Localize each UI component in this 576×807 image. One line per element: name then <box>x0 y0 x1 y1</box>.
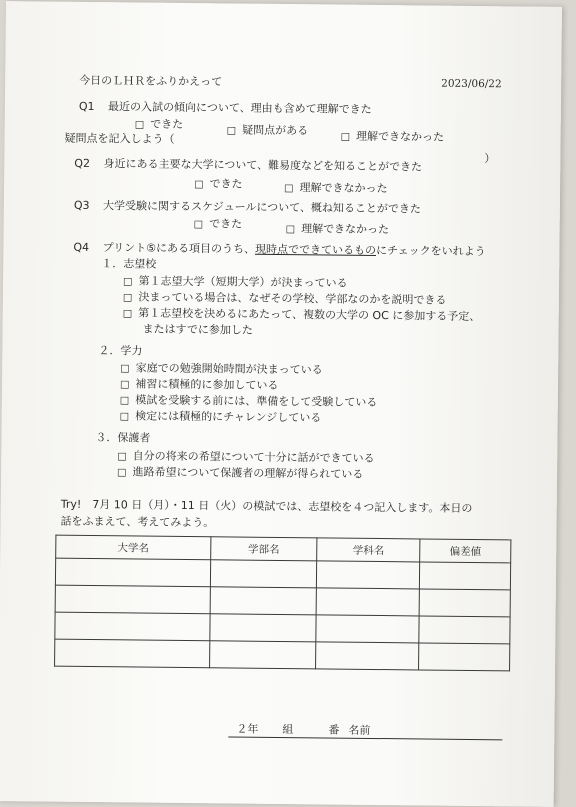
q1-option-2[interactable]: □ 疑問点がある <box>226 123 309 138</box>
section-title-3: ３．保護者 <box>95 431 151 445</box>
worksheet-title: 今日のＬＨＲをふりかえって <box>79 73 223 89</box>
q3-option-2[interactable]: □ 理解できなかった <box>285 222 390 237</box>
table-header-deviation: 偏差値 <box>420 539 511 563</box>
checkbox-icon[interactable]: □ <box>340 131 351 143</box>
try-line-2: 話をふまえて、考えてみよう。 <box>60 514 215 530</box>
table-cell[interactable] <box>210 587 317 615</box>
footer-grade: ２年 <box>236 722 259 736</box>
table-cell[interactable] <box>55 558 210 587</box>
q4-item[interactable]: □ 進路希望について保護者の理解が得られている <box>117 465 364 481</box>
university-table <box>54 535 511 672</box>
q2-option-1[interactable]: □ できた <box>194 177 243 191</box>
q2-option-2[interactable]: □ 理解できなかった <box>284 181 388 196</box>
q4-item[interactable]: □ 模試を受験する前には、準備をして受験している <box>119 393 378 409</box>
table-cell[interactable] <box>419 643 510 671</box>
checkbox-icon[interactable]: □ <box>134 119 145 131</box>
q2-question <box>74 155 422 175</box>
checkbox-icon[interactable]: □ <box>117 451 127 463</box>
table-cell[interactable] <box>316 615 419 643</box>
footer-number: 番 <box>328 723 340 737</box>
table-header-faculty: 学部名 <box>210 537 317 561</box>
q4-item[interactable]: □ 家庭での勉強開始時間が決まっている <box>120 361 323 377</box>
table-cell[interactable] <box>55 585 210 614</box>
q2-text: 身近にある主要な大学について、難易度などを知ることができた <box>103 157 423 174</box>
table-cell[interactable] <box>316 642 419 670</box>
table-header-university: 大学名 <box>56 535 211 560</box>
worksheet-paper <box>0 1 562 807</box>
table-cell[interactable] <box>209 641 316 669</box>
q1-note-label: 疑問点を記入しよう（ <box>64 131 175 146</box>
table-cell[interactable] <box>210 560 317 588</box>
checkbox-icon[interactable]: □ <box>122 308 133 320</box>
try-line-1: Try! 7月 10 日（月）・11 日（火）の模試では、志望校を４つ記入します。本日の <box>60 497 473 515</box>
checkbox-icon[interactable]: □ <box>117 467 127 479</box>
checkbox-icon[interactable]: □ <box>122 292 133 304</box>
q3-option-1[interactable]: □ できた <box>193 217 243 231</box>
q1-question <box>79 98 372 117</box>
table-cell[interactable] <box>55 639 210 668</box>
table-cell[interactable] <box>55 612 210 641</box>
checkbox-icon[interactable]: □ <box>193 219 204 231</box>
q1-text: 最近の入試の傾向について、理由も含めて理解できた <box>108 100 372 116</box>
q3-text: 大学受験に関するスケジュールについて、概ね知ることができた <box>102 199 422 216</box>
table-row[interactable] <box>55 639 510 671</box>
q4-item-continuation: またはすでに参加した <box>142 322 253 337</box>
section-title-2: ２．学力 <box>98 344 143 358</box>
checkbox-icon[interactable]: □ <box>285 224 296 236</box>
q4-item[interactable]: □ 第１志望校を決めるにあたって、複数の大学の OC に参加する予定、 <box>122 306 481 324</box>
q4-label: Q4 <box>73 240 90 254</box>
checkbox-icon[interactable]: □ <box>119 395 130 407</box>
table-cell[interactable] <box>209 614 316 642</box>
section-title-1: １．志望校 <box>101 257 157 271</box>
q2-label: Q2 <box>74 156 91 170</box>
q4-item[interactable]: □ 自分の将来の希望について十分に話ができている <box>117 449 375 465</box>
table-cell[interactable] <box>419 589 510 617</box>
checkbox-icon[interactable]: □ <box>119 411 130 423</box>
q3-question <box>74 197 421 217</box>
checkbox-icon[interactable]: □ <box>226 125 237 137</box>
q1-option-3[interactable]: □ 理解できなかった <box>340 129 445 144</box>
table-cell[interactable] <box>317 561 420 589</box>
q1-note-close: ） <box>484 152 496 166</box>
checkbox-icon[interactable]: □ <box>284 183 294 195</box>
checkbox-icon[interactable]: □ <box>194 179 204 191</box>
q4-item[interactable]: □ 決まっている場合は、なぜその学校、学部なのかを説明できる <box>122 290 447 307</box>
q4-item[interactable]: □ 補習に積極的に参加している <box>119 377 279 392</box>
footer-name-label: 名前 <box>348 723 371 737</box>
checkbox-icon[interactable]: □ <box>119 379 130 391</box>
q4-item[interactable]: □ 検定には積極的にチャレンジしている <box>119 409 322 425</box>
table-header-department: 学科名 <box>317 538 420 562</box>
q1-option-1[interactable]: □ できた <box>134 117 184 131</box>
checkbox-icon[interactable]: □ <box>123 276 133 288</box>
footer-class: 組 <box>282 723 294 737</box>
q4-question: Q4 プリント⑤にある項目のうち、現時点でできているものにチェックをいれよう <box>73 240 486 259</box>
table-cell[interactable] <box>420 562 511 590</box>
q3-label: Q3 <box>73 198 90 212</box>
table-cell[interactable] <box>419 616 510 644</box>
table-cell[interactable] <box>317 588 420 616</box>
q1-label: Q1 <box>78 99 95 114</box>
q4-underlined-phrase: 現時点でできているもの <box>254 242 377 257</box>
checkbox-icon[interactable]: □ <box>120 363 130 375</box>
worksheet-date: 2023/06/22 <box>441 77 502 91</box>
name-underline[interactable] <box>228 736 502 740</box>
q4-item[interactable]: □ 第１志望大学（短期大学）が決まっている <box>123 274 348 290</box>
